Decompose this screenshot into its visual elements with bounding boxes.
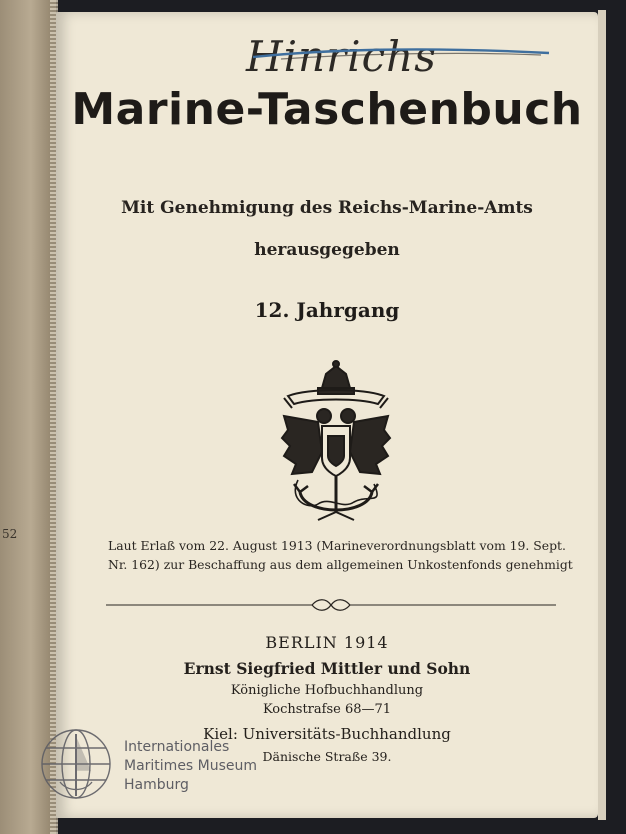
subtitle-line-2: herausgegeben [254, 240, 400, 260]
watermark-line-2: Maritimes Museum [124, 758, 258, 774]
imprint-publisher: Ernst Siegfried Mittler und Sohn [183, 659, 471, 678]
museum-globe-ship-icon [38, 726, 114, 802]
handwritten-name: Hinrichs [246, 32, 437, 81]
imprint-address: Kochstrafse 68—71 [262, 702, 392, 717]
decree-line-1: Laut Erlaß vom 22. August 1913 (Marineverordnungsblatt vom 19. Sept. [108, 538, 566, 553]
watermark-line-1: Internationales [124, 739, 230, 755]
strike-through-line [251, 43, 551, 65]
decree-line-2: Nr. 162) zur Beschaffung aus dem allgemeinen Unkostenfonds genehmigt [108, 557, 573, 572]
imperial-eagle-anchor-emblem-icon [278, 360, 394, 526]
ornamental-divider [106, 596, 556, 614]
subtitle-line-1: Mit Genehmigung des Reichs-Marine-Amts [121, 198, 533, 218]
book-title: Marine-Taschenbuch [71, 84, 583, 135]
museum-watermark [38, 722, 278, 804]
title-page [56, 12, 598, 818]
imprint-kiel-address: Dänische Straße 39. [262, 749, 392, 764]
edition-label: 12. Jahrgang [254, 298, 400, 322]
imprint-court-bookshop: Königliche Hofbuchhandlung [230, 683, 424, 698]
left-page-edge [0, 0, 56, 834]
imprint-city-year: BERLIN 1914 [265, 633, 389, 652]
watermark-line-3: Hamburg [124, 777, 189, 793]
museum-watermark-text [124, 738, 257, 795]
page-edge-right [598, 10, 606, 820]
left-page-number: 52 [2, 527, 18, 541]
decree-text [108, 536, 578, 574]
imprint-kiel: Kiel: Universitäts-Buchhandlung [203, 725, 451, 743]
